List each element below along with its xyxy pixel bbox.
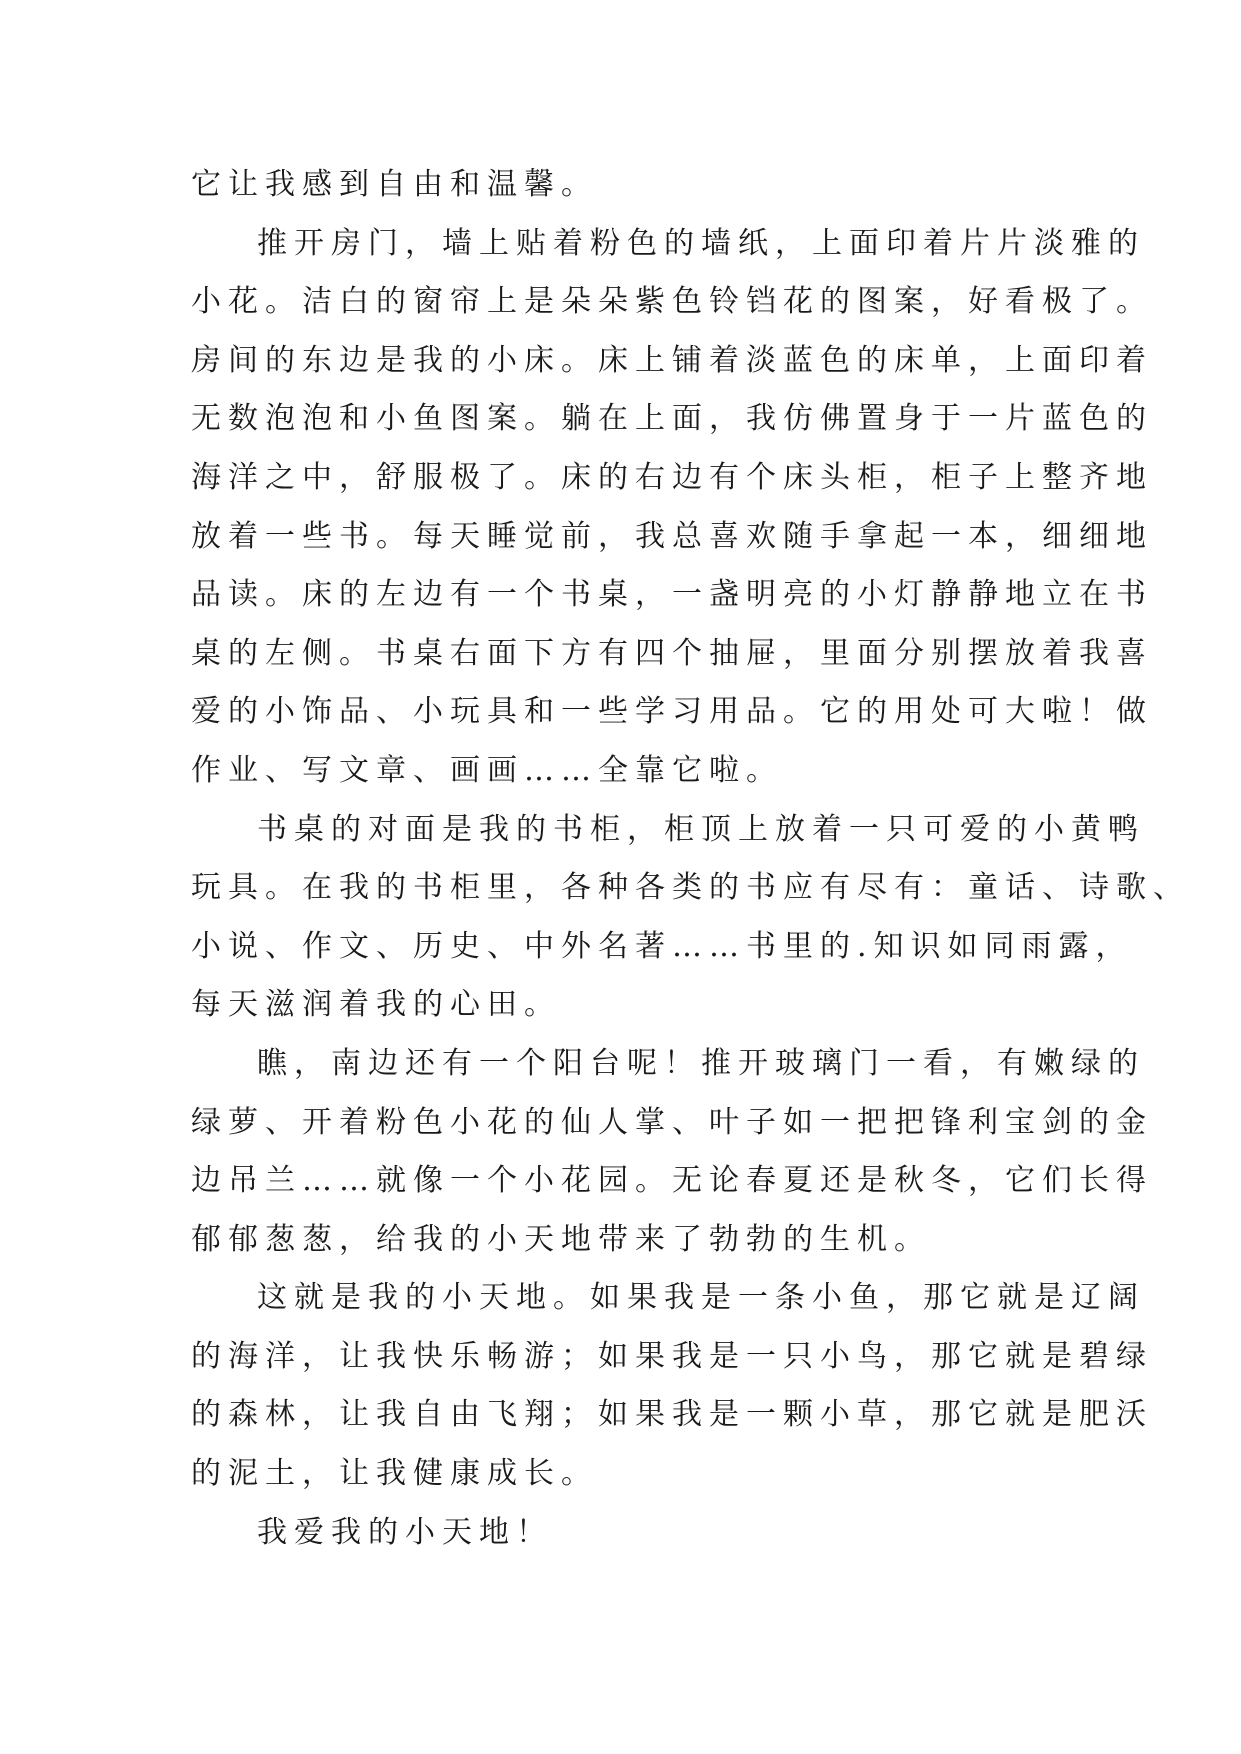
paragraph-3: [191, 801, 1190, 1035]
paragraph-5: [191, 1269, 1153, 1503]
text-line: 桌的左侧。书桌右面下方有四个抽屉，里面分别摆放着我喜: [191, 635, 1153, 671]
paragraph-6: [191, 1504, 1071, 1563]
text-line: 的泥土，让我健康成长。: [191, 1456, 598, 1492]
text-line: 海洋之中，舒服极了。床的右边有个床头柜，柜子上整齐地: [191, 459, 1153, 495]
paragraph-2: [191, 215, 1153, 801]
text-line: 品读。床的左边有一个书桌，一盏明亮的小灯静静地立在书: [191, 577, 1153, 613]
text-line: 玩具。在我的书柜里，各种各类的书应有尽有：童话、诗歌、: [191, 870, 1190, 906]
text-line: 瞧，南边还有一个阳台呢！推开玻璃门一看，有嫩绿的: [257, 1045, 1145, 1081]
essay-body: [191, 156, 1190, 1562]
text-line: 我爱我的小天地！: [257, 1514, 553, 1550]
text-line: 书桌的对面是我的书柜，柜顶上放着一只可爱的小黄鸭: [257, 811, 1145, 847]
text-line: 无数泡泡和小鱼图案。躺在上面，我仿佛置身于一片蓝色的: [191, 401, 1153, 437]
text-line: 作业、写文章、画画……全靠它啦。: [191, 752, 783, 788]
text-line: 绿萝、开着粉色小花的仙人掌、叶子如一把把锋利宝剑的金: [191, 1104, 1153, 1140]
text-line: 房间的东边是我的小床。床上铺着淡蓝色的床单，上面印着: [191, 342, 1153, 378]
text-line: 它让我感到自由和温馨。: [191, 167, 598, 202]
text-line: 每天滋润着我的心田。: [191, 987, 561, 1023]
paragraph-4: [191, 1035, 1153, 1269]
text-line: 放着一些书。每天睡觉前，我总喜欢随手拿起一本，细细地: [191, 518, 1153, 554]
paragraph-1: [191, 156, 1071, 215]
text-line: 的森林，让我自由飞翔；如果我是一颗小草，那它就是肥沃: [191, 1397, 1153, 1433]
text-line: 边吊兰……就像一个小花园。无论春夏还是秋冬，它们长得: [191, 1163, 1153, 1199]
text-line: 的海洋，让我快乐畅游；如果我是一只小鸟，那它就是碧绿: [191, 1338, 1153, 1374]
text-line: 这就是我的小天地。如果我是一条小鱼，那它就是辽阔: [257, 1280, 1145, 1316]
text-line: 爱的小饰品、小玩具和一些学习用品。它的用处可大啦！做: [191, 694, 1153, 730]
text-line: 推开房门，墙上贴着粉色的墙纸，上面印着片片淡雅的: [257, 225, 1145, 261]
text-line: 小花。洁白的窗帘上是朵朵紫色铃铛花的图案，好看极了。: [191, 284, 1153, 320]
text-line: 郁郁葱葱，给我的小天地带来了勃勃的生机。: [191, 1221, 931, 1257]
text-line: 小说、作文、历史、中外名著……书里的.知识如同雨露，: [191, 928, 1133, 964]
